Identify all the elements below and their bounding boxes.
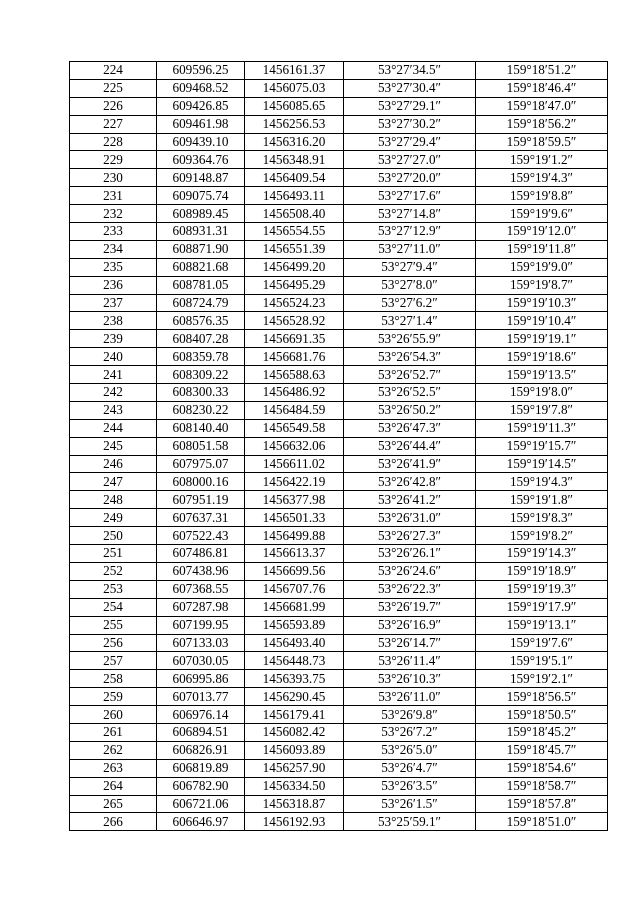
longitude-cell: 159°19′18.9″ bbox=[476, 562, 608, 580]
longitude-cell: 159°18′51.2″ bbox=[476, 62, 608, 80]
y-coordinate-cell: 1456256.53 bbox=[245, 115, 344, 133]
y-coordinate-cell: 1456499.88 bbox=[245, 527, 344, 545]
longitude-cell: 159°19′5.1″ bbox=[476, 652, 608, 670]
point-number-cell: 239 bbox=[70, 330, 157, 348]
longitude-cell: 159°19′19.3″ bbox=[476, 580, 608, 598]
latitude-cell: 53°26′50.2″ bbox=[344, 401, 476, 419]
table-row bbox=[70, 312, 608, 330]
table-row bbox=[70, 401, 608, 419]
longitude-cell: 159°19′19.1″ bbox=[476, 330, 608, 348]
longitude-cell: 159°19′14.5″ bbox=[476, 455, 608, 473]
table-row bbox=[70, 79, 608, 97]
longitude-cell: 159°19′7.8″ bbox=[476, 401, 608, 419]
y-coordinate-cell: 1456499.20 bbox=[245, 258, 344, 276]
longitude-cell: 159°19′4.3″ bbox=[476, 169, 608, 187]
longitude-cell: 159°19′11.8″ bbox=[476, 240, 608, 258]
x-coordinate-cell: 606782.90 bbox=[157, 777, 245, 795]
latitude-cell: 53°26′3.5″ bbox=[344, 777, 476, 795]
table-row bbox=[70, 723, 608, 741]
x-coordinate-cell: 608931.31 bbox=[157, 223, 245, 241]
point-number-cell: 243 bbox=[70, 401, 157, 419]
x-coordinate-cell: 607133.03 bbox=[157, 634, 245, 652]
latitude-cell: 53°27′20.0″ bbox=[344, 169, 476, 187]
table-row bbox=[70, 437, 608, 455]
y-coordinate-cell: 1456422.19 bbox=[245, 473, 344, 491]
y-coordinate-cell: 1456493.11 bbox=[245, 187, 344, 205]
latitude-cell: 53°26′52.5″ bbox=[344, 384, 476, 402]
point-number-cell: 228 bbox=[70, 133, 157, 151]
table-row bbox=[70, 115, 608, 133]
y-coordinate-cell: 1456549.58 bbox=[245, 419, 344, 437]
point-number-cell: 259 bbox=[70, 688, 157, 706]
y-coordinate-cell: 1456348.91 bbox=[245, 151, 344, 169]
x-coordinate-cell: 608576.35 bbox=[157, 312, 245, 330]
point-number-cell: 258 bbox=[70, 670, 157, 688]
x-coordinate-cell: 607287.98 bbox=[157, 598, 245, 616]
table-row bbox=[70, 151, 608, 169]
x-coordinate-cell: 608871.90 bbox=[157, 240, 245, 258]
x-coordinate-cell: 606819.89 bbox=[157, 759, 245, 777]
y-coordinate-cell: 1456409.54 bbox=[245, 169, 344, 187]
longitude-cell: 159°19′18.6″ bbox=[476, 348, 608, 366]
point-number-cell: 263 bbox=[70, 759, 157, 777]
table-row bbox=[70, 545, 608, 563]
table-row bbox=[70, 777, 608, 795]
point-number-cell: 255 bbox=[70, 616, 157, 634]
point-number-cell: 229 bbox=[70, 151, 157, 169]
x-coordinate-cell: 608300.33 bbox=[157, 384, 245, 402]
latitude-cell: 53°26′41.9″ bbox=[344, 455, 476, 473]
latitude-cell: 53°27′12.9″ bbox=[344, 223, 476, 241]
point-number-cell: 232 bbox=[70, 205, 157, 223]
y-coordinate-cell: 1456691.35 bbox=[245, 330, 344, 348]
point-number-cell: 247 bbox=[70, 473, 157, 491]
x-coordinate-cell: 609364.76 bbox=[157, 151, 245, 169]
table-row bbox=[70, 670, 608, 688]
longitude-cell: 159°18′56.2″ bbox=[476, 115, 608, 133]
latitude-cell: 53°27′34.5″ bbox=[344, 62, 476, 80]
y-coordinate-cell: 1456508.40 bbox=[245, 205, 344, 223]
x-coordinate-cell: 609461.98 bbox=[157, 115, 245, 133]
latitude-cell: 53°27′29.1″ bbox=[344, 97, 476, 115]
y-coordinate-cell: 1456257.90 bbox=[245, 759, 344, 777]
longitude-cell: 159°19′15.7″ bbox=[476, 437, 608, 455]
x-coordinate-cell: 609426.85 bbox=[157, 97, 245, 115]
table-row bbox=[70, 598, 608, 616]
longitude-cell: 159°19′8.2″ bbox=[476, 527, 608, 545]
longitude-cell: 159°18′57.8″ bbox=[476, 795, 608, 813]
y-coordinate-cell: 1456486.92 bbox=[245, 384, 344, 402]
x-coordinate-cell: 608051.58 bbox=[157, 437, 245, 455]
coordinates-table-body bbox=[70, 62, 608, 831]
longitude-cell: 159°18′54.6″ bbox=[476, 759, 608, 777]
y-coordinate-cell: 1456554.55 bbox=[245, 223, 344, 241]
latitude-cell: 53°26′44.4″ bbox=[344, 437, 476, 455]
point-number-cell: 250 bbox=[70, 527, 157, 545]
coordinates-table bbox=[69, 61, 608, 831]
table-row bbox=[70, 205, 608, 223]
table-row bbox=[70, 366, 608, 384]
y-coordinate-cell: 1456707.76 bbox=[245, 580, 344, 598]
longitude-cell: 159°19′11.3″ bbox=[476, 419, 608, 437]
table-row bbox=[70, 419, 608, 437]
longitude-cell: 159°18′51.0″ bbox=[476, 813, 608, 831]
latitude-cell: 53°26′47.3″ bbox=[344, 419, 476, 437]
longitude-cell: 159°18′47.0″ bbox=[476, 97, 608, 115]
point-number-cell: 249 bbox=[70, 509, 157, 527]
longitude-cell: 159°18′45.2″ bbox=[476, 723, 608, 741]
longitude-cell: 159°19′12.0″ bbox=[476, 223, 608, 241]
point-number-cell: 256 bbox=[70, 634, 157, 652]
latitude-cell: 53°26′55.9″ bbox=[344, 330, 476, 348]
x-coordinate-cell: 607951.19 bbox=[157, 491, 245, 509]
y-coordinate-cell: 1456161.37 bbox=[245, 62, 344, 80]
table-row bbox=[70, 240, 608, 258]
x-coordinate-cell: 606995.86 bbox=[157, 670, 245, 688]
y-coordinate-cell: 1456495.29 bbox=[245, 276, 344, 294]
table-row bbox=[70, 384, 608, 402]
point-number-cell: 248 bbox=[70, 491, 157, 509]
table-row bbox=[70, 169, 608, 187]
table-row bbox=[70, 580, 608, 598]
y-coordinate-cell: 1456681.99 bbox=[245, 598, 344, 616]
y-coordinate-cell: 1456290.45 bbox=[245, 688, 344, 706]
latitude-cell: 53°26′27.3″ bbox=[344, 527, 476, 545]
y-coordinate-cell: 1456192.93 bbox=[245, 813, 344, 831]
longitude-cell: 159°19′10.3″ bbox=[476, 294, 608, 312]
x-coordinate-cell: 609468.52 bbox=[157, 79, 245, 97]
latitude-cell: 53°26′9.8″ bbox=[344, 706, 476, 724]
table-row bbox=[70, 97, 608, 115]
table-row bbox=[70, 455, 608, 473]
latitude-cell: 53°26′5.0″ bbox=[344, 741, 476, 759]
x-coordinate-cell: 606646.97 bbox=[157, 813, 245, 831]
y-coordinate-cell: 1456316.20 bbox=[245, 133, 344, 151]
latitude-cell: 53°26′19.7″ bbox=[344, 598, 476, 616]
point-number-cell: 233 bbox=[70, 223, 157, 241]
latitude-cell: 53°25′59.1″ bbox=[344, 813, 476, 831]
point-number-cell: 235 bbox=[70, 258, 157, 276]
latitude-cell: 53°27′30.4″ bbox=[344, 79, 476, 97]
y-coordinate-cell: 1456393.75 bbox=[245, 670, 344, 688]
y-coordinate-cell: 1456334.50 bbox=[245, 777, 344, 795]
point-number-cell: 265 bbox=[70, 795, 157, 813]
x-coordinate-cell: 608359.78 bbox=[157, 348, 245, 366]
table-row bbox=[70, 258, 608, 276]
longitude-cell: 159°19′13.5″ bbox=[476, 366, 608, 384]
point-number-cell: 266 bbox=[70, 813, 157, 831]
longitude-cell: 159°18′46.4″ bbox=[476, 79, 608, 97]
latitude-cell: 53°26′10.3″ bbox=[344, 670, 476, 688]
table-row bbox=[70, 759, 608, 777]
y-coordinate-cell: 1456448.73 bbox=[245, 652, 344, 670]
x-coordinate-cell: 607368.55 bbox=[157, 580, 245, 598]
longitude-cell: 159°18′56.5″ bbox=[476, 688, 608, 706]
y-coordinate-cell: 1456551.39 bbox=[245, 240, 344, 258]
x-coordinate-cell: 608230.22 bbox=[157, 401, 245, 419]
latitude-cell: 53°27′14.8″ bbox=[344, 205, 476, 223]
table-row bbox=[70, 491, 608, 509]
point-number-cell: 261 bbox=[70, 723, 157, 741]
point-number-cell: 252 bbox=[70, 562, 157, 580]
point-number-cell: 244 bbox=[70, 419, 157, 437]
latitude-cell: 53°26′52.7″ bbox=[344, 366, 476, 384]
point-number-cell: 225 bbox=[70, 79, 157, 97]
y-coordinate-cell: 1456588.63 bbox=[245, 366, 344, 384]
longitude-cell: 159°19′2.1″ bbox=[476, 670, 608, 688]
point-number-cell: 241 bbox=[70, 366, 157, 384]
x-coordinate-cell: 607030.05 bbox=[157, 652, 245, 670]
x-coordinate-cell: 609148.87 bbox=[157, 169, 245, 187]
point-number-cell: 237 bbox=[70, 294, 157, 312]
table-row bbox=[70, 348, 608, 366]
x-coordinate-cell: 606976.14 bbox=[157, 706, 245, 724]
table-row bbox=[70, 62, 608, 80]
point-number-cell: 264 bbox=[70, 777, 157, 795]
point-number-cell: 234 bbox=[70, 240, 157, 258]
x-coordinate-cell: 609596.25 bbox=[157, 62, 245, 80]
table-row bbox=[70, 795, 608, 813]
latitude-cell: 53°26′7.2″ bbox=[344, 723, 476, 741]
y-coordinate-cell: 1456318.87 bbox=[245, 795, 344, 813]
x-coordinate-cell: 608821.68 bbox=[157, 258, 245, 276]
point-number-cell: 262 bbox=[70, 741, 157, 759]
table-row bbox=[70, 509, 608, 527]
x-coordinate-cell: 606826.91 bbox=[157, 741, 245, 759]
x-coordinate-cell: 608781.05 bbox=[157, 276, 245, 294]
x-coordinate-cell: 607438.96 bbox=[157, 562, 245, 580]
x-coordinate-cell: 608140.40 bbox=[157, 419, 245, 437]
latitude-cell: 53°27′9.4″ bbox=[344, 258, 476, 276]
x-coordinate-cell: 608724.79 bbox=[157, 294, 245, 312]
latitude-cell: 53°27′30.2″ bbox=[344, 115, 476, 133]
table-row bbox=[70, 634, 608, 652]
latitude-cell: 53°27′1.4″ bbox=[344, 312, 476, 330]
table-row bbox=[70, 688, 608, 706]
x-coordinate-cell: 609439.10 bbox=[157, 133, 245, 151]
longitude-cell: 159°19′8.3″ bbox=[476, 509, 608, 527]
y-coordinate-cell: 1456093.89 bbox=[245, 741, 344, 759]
x-coordinate-cell: 608989.45 bbox=[157, 205, 245, 223]
table-row bbox=[70, 741, 608, 759]
point-number-cell: 242 bbox=[70, 384, 157, 402]
table-row bbox=[70, 473, 608, 491]
y-coordinate-cell: 1456632.06 bbox=[245, 437, 344, 455]
latitude-cell: 53°26′16.9″ bbox=[344, 616, 476, 634]
latitude-cell: 53°26′42.8″ bbox=[344, 473, 476, 491]
latitude-cell: 53°27′8.0″ bbox=[344, 276, 476, 294]
y-coordinate-cell: 1456593.89 bbox=[245, 616, 344, 634]
point-number-cell: 238 bbox=[70, 312, 157, 330]
longitude-cell: 159°19′13.1″ bbox=[476, 616, 608, 634]
point-number-cell: 226 bbox=[70, 97, 157, 115]
longitude-cell: 159°19′17.9″ bbox=[476, 598, 608, 616]
y-coordinate-cell: 1456082.42 bbox=[245, 723, 344, 741]
latitude-cell: 53°27′17.6″ bbox=[344, 187, 476, 205]
longitude-cell: 159°19′10.4″ bbox=[476, 312, 608, 330]
x-coordinate-cell: 608000.16 bbox=[157, 473, 245, 491]
point-number-cell: 257 bbox=[70, 652, 157, 670]
longitude-cell: 159°19′9.6″ bbox=[476, 205, 608, 223]
longitude-cell: 159°19′8.0″ bbox=[476, 384, 608, 402]
point-number-cell: 251 bbox=[70, 545, 157, 563]
latitude-cell: 53°26′41.2″ bbox=[344, 491, 476, 509]
latitude-cell: 53°26′31.0″ bbox=[344, 509, 476, 527]
y-coordinate-cell: 1456075.03 bbox=[245, 79, 344, 97]
table-row bbox=[70, 616, 608, 634]
longitude-cell: 159°18′50.5″ bbox=[476, 706, 608, 724]
longitude-cell: 159°19′14.3″ bbox=[476, 545, 608, 563]
latitude-cell: 53°26′54.3″ bbox=[344, 348, 476, 366]
x-coordinate-cell: 608407.28 bbox=[157, 330, 245, 348]
x-coordinate-cell: 609075.74 bbox=[157, 187, 245, 205]
longitude-cell: 159°18′59.5″ bbox=[476, 133, 608, 151]
longitude-cell: 159°19′7.6″ bbox=[476, 634, 608, 652]
table-row bbox=[70, 294, 608, 312]
point-number-cell: 230 bbox=[70, 169, 157, 187]
table-row bbox=[70, 706, 608, 724]
point-number-cell: 231 bbox=[70, 187, 157, 205]
x-coordinate-cell: 607013.77 bbox=[157, 688, 245, 706]
point-number-cell: 253 bbox=[70, 580, 157, 598]
y-coordinate-cell: 1456528.92 bbox=[245, 312, 344, 330]
table-row bbox=[70, 187, 608, 205]
y-coordinate-cell: 1456377.98 bbox=[245, 491, 344, 509]
longitude-cell: 159°18′58.7″ bbox=[476, 777, 608, 795]
point-number-cell: 240 bbox=[70, 348, 157, 366]
longitude-cell: 159°18′45.7″ bbox=[476, 741, 608, 759]
point-number-cell: 224 bbox=[70, 62, 157, 80]
y-coordinate-cell: 1456484.59 bbox=[245, 401, 344, 419]
table-row bbox=[70, 527, 608, 545]
y-coordinate-cell: 1456179.41 bbox=[245, 706, 344, 724]
y-coordinate-cell: 1456493.40 bbox=[245, 634, 344, 652]
point-number-cell: 254 bbox=[70, 598, 157, 616]
longitude-cell: 159°19′1.2″ bbox=[476, 151, 608, 169]
latitude-cell: 53°26′26.1″ bbox=[344, 545, 476, 563]
y-coordinate-cell: 1456681.76 bbox=[245, 348, 344, 366]
latitude-cell: 53°26′11.0″ bbox=[344, 688, 476, 706]
latitude-cell: 53°27′29.4″ bbox=[344, 133, 476, 151]
latitude-cell: 53°26′24.6″ bbox=[344, 562, 476, 580]
x-coordinate-cell: 607199.95 bbox=[157, 616, 245, 634]
x-coordinate-cell: 608309.22 bbox=[157, 366, 245, 384]
table-row bbox=[70, 813, 608, 831]
table-row bbox=[70, 562, 608, 580]
longitude-cell: 159°19′9.0″ bbox=[476, 258, 608, 276]
longitude-cell: 159°19′4.3″ bbox=[476, 473, 608, 491]
point-number-cell: 260 bbox=[70, 706, 157, 724]
point-number-cell: 227 bbox=[70, 115, 157, 133]
latitude-cell: 53°27′11.0″ bbox=[344, 240, 476, 258]
table-row bbox=[70, 223, 608, 241]
x-coordinate-cell: 607486.81 bbox=[157, 545, 245, 563]
x-coordinate-cell: 607975.07 bbox=[157, 455, 245, 473]
latitude-cell: 53°26′14.7″ bbox=[344, 634, 476, 652]
y-coordinate-cell: 1456613.37 bbox=[245, 545, 344, 563]
longitude-cell: 159°19′8.7″ bbox=[476, 276, 608, 294]
point-number-cell: 245 bbox=[70, 437, 157, 455]
table-row bbox=[70, 330, 608, 348]
y-coordinate-cell: 1456501.33 bbox=[245, 509, 344, 527]
y-coordinate-cell: 1456085.65 bbox=[245, 97, 344, 115]
latitude-cell: 53°27′6.2″ bbox=[344, 294, 476, 312]
x-coordinate-cell: 607637.31 bbox=[157, 509, 245, 527]
latitude-cell: 53°26′22.3″ bbox=[344, 580, 476, 598]
longitude-cell: 159°19′1.8″ bbox=[476, 491, 608, 509]
y-coordinate-cell: 1456524.23 bbox=[245, 294, 344, 312]
table-row bbox=[70, 652, 608, 670]
y-coordinate-cell: 1456611.02 bbox=[245, 455, 344, 473]
latitude-cell: 53°26′11.4″ bbox=[344, 652, 476, 670]
x-coordinate-cell: 607522.43 bbox=[157, 527, 245, 545]
table-row bbox=[70, 276, 608, 294]
x-coordinate-cell: 606894.51 bbox=[157, 723, 245, 741]
x-coordinate-cell: 606721.06 bbox=[157, 795, 245, 813]
point-number-cell: 236 bbox=[70, 276, 157, 294]
latitude-cell: 53°26′4.7″ bbox=[344, 759, 476, 777]
latitude-cell: 53°26′1.5″ bbox=[344, 795, 476, 813]
point-number-cell: 246 bbox=[70, 455, 157, 473]
latitude-cell: 53°27′27.0″ bbox=[344, 151, 476, 169]
longitude-cell: 159°19′8.8″ bbox=[476, 187, 608, 205]
y-coordinate-cell: 1456699.56 bbox=[245, 562, 344, 580]
document-page bbox=[69, 61, 608, 831]
table-row bbox=[70, 133, 608, 151]
